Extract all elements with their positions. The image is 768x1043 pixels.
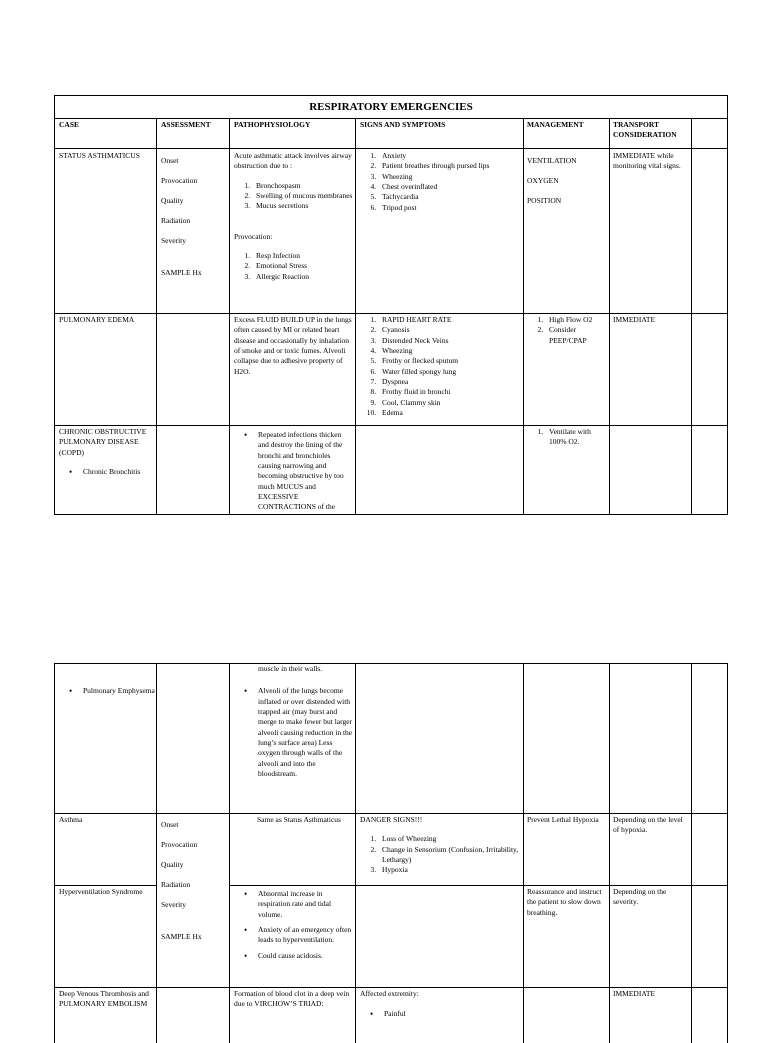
col-divider-1 xyxy=(156,664,157,1043)
management-position: POSITION xyxy=(527,196,562,205)
case-emphysema xyxy=(59,686,155,701)
list-item: 5. Tachycardia xyxy=(378,192,521,202)
assessment-onset: Onset xyxy=(161,820,179,829)
respiratory-table-top xyxy=(54,95,728,515)
patho-intro: Acute asthmatic attack involves airway obstruction due to : xyxy=(234,151,352,171)
list-item: 3. Mucus secretions xyxy=(252,201,353,211)
signs-asthma xyxy=(360,815,521,876)
management-pulmonary-edema xyxy=(527,315,607,346)
header-case: CASE xyxy=(59,120,80,129)
transport-dvt-pe: IMMEDIATE xyxy=(613,989,656,998)
assessment-quality: Quality xyxy=(161,196,184,205)
signs-list xyxy=(360,151,521,213)
header-management: MANAGEMENT xyxy=(527,120,584,129)
management-status-asthmaticus xyxy=(527,151,607,211)
patho-copd-list xyxy=(234,430,353,513)
list-item: • Pulmonary Emphysema xyxy=(83,686,155,696)
management-ventilation: VENTILATION xyxy=(527,156,577,165)
list-item: 1. Loss of Wheezing xyxy=(378,834,521,844)
list-item: 3. Distended Neck Veins xyxy=(378,336,521,346)
assessment-severity: Severity xyxy=(161,900,186,909)
list-item: • Chronic Bronchitis xyxy=(83,467,155,477)
transport-status-asthmaticus: IMMEDIATE while monitoring vital signs. xyxy=(613,151,681,171)
signs-pulmonary-edema xyxy=(360,315,521,418)
patho-status-asthmaticus xyxy=(234,151,353,282)
col-divider-6 xyxy=(691,118,692,514)
list-item: 2. Patient breathes through pursed lips xyxy=(378,161,521,171)
list-item: 2. Swelling of mucous membranes xyxy=(252,191,353,201)
list-item: 1. Anxiety xyxy=(378,151,521,161)
list-item: 10. Edema xyxy=(378,408,521,418)
patho-emphysema-list xyxy=(234,686,353,779)
col-divider-2 xyxy=(229,118,230,514)
management-hyperventilation: Reassurance and instruct the patient to slow down breathing. xyxy=(527,887,602,917)
assessment-provocation: Provocation xyxy=(161,840,198,849)
case-asthma: Asthma xyxy=(59,815,83,824)
col-divider-5 xyxy=(609,664,610,1043)
respiratory-table-continued xyxy=(54,663,728,1043)
list-item: 6. Tripod post xyxy=(378,203,521,213)
patho-hyperventilation xyxy=(234,889,353,966)
assessment-sample-hx: SAMPLE Hx xyxy=(161,268,202,277)
list-item: 3. Wheezing xyxy=(378,172,521,182)
row-divider-hyper-case xyxy=(55,885,156,886)
list-item: 2. Cyanosis xyxy=(378,325,521,335)
patho-asthma: Same as Status Asthmaticus xyxy=(257,815,341,824)
emphysema-list xyxy=(59,686,155,696)
continued-text: muscle in their walls. xyxy=(258,664,323,673)
list-item: 1. RAPID HEART RATE xyxy=(378,315,521,325)
row-divider-hyper xyxy=(229,885,727,886)
list-item: 1. Ventilate with 100% O2. xyxy=(545,427,607,448)
signs-status-asthmaticus xyxy=(360,151,521,213)
col-divider-1 xyxy=(156,118,157,514)
copd-title: CHRONIC OBSTRUCTIVE PULMONARY DISEASE (COPD) xyxy=(59,427,147,457)
patho-copd xyxy=(234,430,353,514)
list-item: 2. Change in Sensorium (Confusion, Irritability, Lethargy) xyxy=(378,845,521,866)
case-status-asthmaticus: STATUS ASTHMATICUS xyxy=(59,151,140,160)
col-divider-3 xyxy=(355,664,356,1043)
assessment-opqrst-1 xyxy=(161,151,227,283)
list-item: 1. Resp Infection xyxy=(252,251,353,261)
list-item: • Anxiety of an emergency often leads to hyperventilation. xyxy=(258,925,353,946)
list-item: 2. Emotional Stress xyxy=(252,261,353,271)
danger-signs-list xyxy=(360,834,521,875)
col-divider-4 xyxy=(523,118,524,514)
table-title: RESPIRATORY EMERGENCIES xyxy=(309,101,473,113)
assessment-onset: Onset xyxy=(161,156,179,165)
management-asthma: Prevent Lethal Hypoxia xyxy=(527,815,599,824)
list-item: 4. Wheezing xyxy=(378,346,521,356)
signs-list xyxy=(360,315,521,418)
assessment-sample-hx: SAMPLE Hx xyxy=(161,932,202,941)
case-hyperventilation: Hyperventilation Syndrome xyxy=(59,887,143,896)
case-copd xyxy=(59,427,155,515)
management-copd xyxy=(527,427,607,448)
header-pathophysiology: PATHOPHYSIOLOGY xyxy=(234,120,311,129)
assessment-radiation: Radiation xyxy=(161,880,191,889)
assessment-opqrst-2 xyxy=(161,815,227,947)
col-divider-6 xyxy=(691,664,692,1043)
provocation-label: Provocation: xyxy=(234,231,273,241)
assessment-provocation: Provocation xyxy=(161,176,198,185)
management-list xyxy=(527,427,607,448)
management-oxygen: OXYGEN xyxy=(527,176,559,185)
list-item: • Abnormal increase in respiration rate and tidal volume. xyxy=(258,889,353,920)
list-item: • Painful xyxy=(384,1009,521,1019)
list-item: 4. Chest overinflated xyxy=(378,182,521,192)
patho-cause-list xyxy=(234,181,353,212)
dvt-signs-list xyxy=(360,1009,521,1019)
transport-pulmonary-edema: IMMEDIATE xyxy=(613,315,656,324)
list-item: 3. Allergic Reaction xyxy=(252,272,353,282)
col-divider-3 xyxy=(355,118,356,514)
patho-pulmonary-edema: Excess FLUID BUILD UP in the lungs often caused by MI or related heart disease and occasionally by inhalation of smoke and or toxic fumes. Alveoli collapse due to adhesive property of H2O. xyxy=(234,315,352,376)
list-item: 1. High Flow O2 xyxy=(545,315,607,325)
header-assessment: ASSESSMENT xyxy=(161,120,211,129)
management-list xyxy=(527,315,607,346)
patho-dvt-pe: Formation of blood clot in a deep vein due to VIRCHOW’S TRIAD: xyxy=(234,989,350,1009)
danger-signs-label: DANGER SIGNS!!! xyxy=(360,815,423,824)
case-pulmonary-edema: PULMONARY EDEMA xyxy=(59,315,135,324)
header-signs-and-symptoms: SIGNS AND SYMPTOMS xyxy=(360,120,446,129)
col-divider-2 xyxy=(229,664,230,1043)
list-item: 2. Consider PEEP/CPAP xyxy=(545,325,607,346)
case-dvt-pe: Deep Venous Thrombosis and PULMONARY EMBOLISM xyxy=(59,989,149,1009)
assessment-quality: Quality xyxy=(161,860,184,869)
list-item: • Repeated infections thicken and destroy the lining of the bronchi and bronchioles causing narrowing and becoming obstructive by too much MUCUS and EXCESSIVE CONTRACTIONS of the xyxy=(258,430,353,513)
copd-sub-list xyxy=(59,467,155,477)
list-item: 5. Frothy or flecked sputum xyxy=(378,356,521,366)
list-item: 3. Hypoxia xyxy=(378,865,521,875)
transport-asthma: Depending on the level of hypoxia. xyxy=(613,815,683,835)
list-item: 6. Water filled spongy lung xyxy=(378,367,521,377)
affected-extremity-label: Affected extremity: xyxy=(360,989,419,998)
list-item: 9. Cool, Clammy skin xyxy=(378,398,521,408)
signs-dvt-pe xyxy=(360,989,521,1025)
assessment-radiation: Radiation xyxy=(161,216,191,225)
assessment-severity: Severity xyxy=(161,236,186,245)
patho-hyper-list xyxy=(234,889,353,961)
header-transport-consideration: TRANSPORT CONSIDERATION xyxy=(613,120,677,140)
transport-hyperventilation: Depending on the severity. xyxy=(613,887,667,907)
list-item: 7. Dyspnea xyxy=(378,377,521,387)
patho-continued xyxy=(234,664,353,784)
col-divider-5 xyxy=(609,118,610,514)
list-item: • Alveoli of the lungs become inflated or over distended with trapped air (may burst and merge to make fewer but larger alveoli causing reduction in the lung’s surface area) Less oxygen through walls of the alveoli and into the bloodstream. xyxy=(258,686,353,779)
provocation-list xyxy=(234,251,353,282)
col-divider-4 xyxy=(523,664,524,1043)
list-item: 8. Frothy fluid in bronchi xyxy=(378,387,521,397)
list-item: 1. Bronchospasm xyxy=(252,181,353,191)
list-item: • Could cause acidosis. xyxy=(258,951,353,961)
